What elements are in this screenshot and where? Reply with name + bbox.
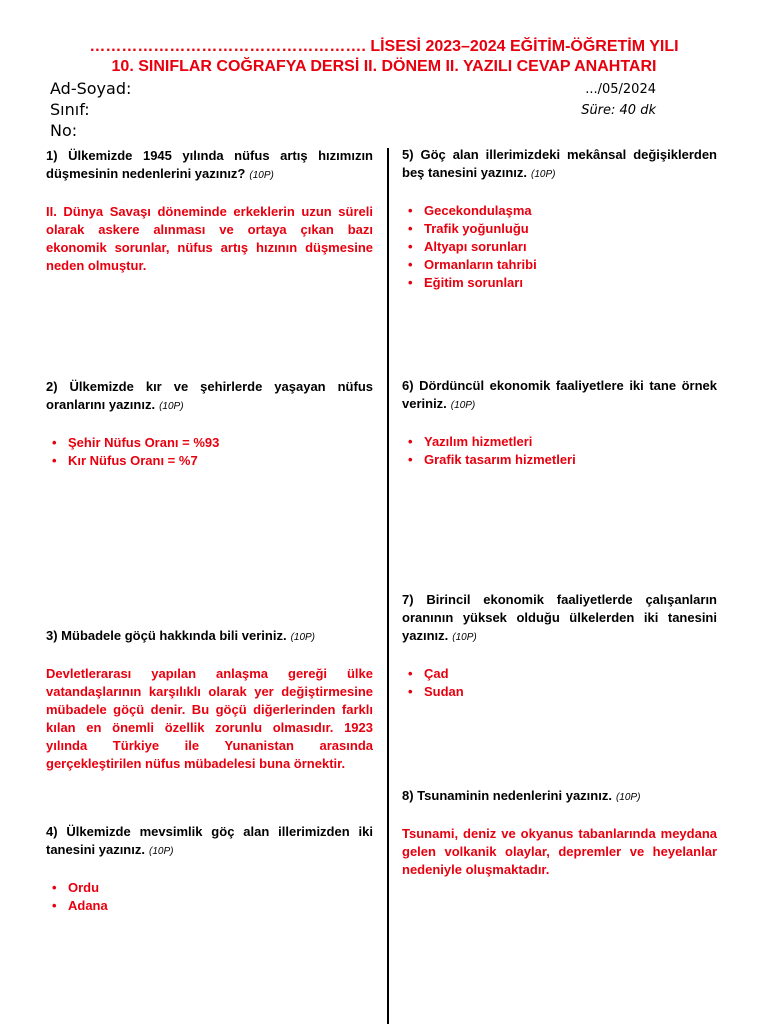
question-5-answers: [402, 202, 717, 292]
exam-title-line-1: ……………………………………………. LİSESİ 2023–2024 EĞİTİM-ÖĞRETİM YILI: [89, 38, 679, 55]
answer-item: [52, 897, 373, 915]
answer-text: Çad: [424, 666, 449, 681]
answer-item: [408, 665, 717, 683]
question-7-answers: [402, 665, 717, 701]
exam-date: .../05/2024: [585, 82, 656, 97]
exam-title-line-2: 10. SINIFLAR COĞRAFYA DERSİ II. DÖNEM II. YAZILI CEVAP ANAHTARI: [111, 58, 657, 75]
bullet-icon: •: [408, 434, 413, 449]
question-7-text: 7) Birincil ekonomik faaliyetlerde çalışanların oranının yüksek olduğu ülkelerden iki tanesini yazınız.: [402, 592, 717, 643]
question-2-answers: [46, 434, 373, 470]
question-4: [46, 823, 373, 915]
question-1-points: (10P): [249, 170, 274, 181]
question-text: [46, 823, 373, 861]
question-2: [46, 378, 373, 470]
answer-item: [408, 256, 717, 274]
question-6-points: (10P): [450, 400, 476, 411]
answer-item: [408, 220, 717, 238]
answer-text: Yazılım hizmetleri: [424, 434, 533, 449]
bullet-icon: •: [408, 452, 413, 467]
question-3: [46, 627, 373, 773]
answer-text: Eğitim sorunları: [424, 275, 523, 290]
answer-item: [408, 451, 717, 469]
question-5-text: 5) Göç alan illerimizdeki mekânsal değişiklerden beş tanesini yazınız.: [402, 147, 717, 180]
question-3-text: 3) Mübadele göçü hakkında bili veriniz.: [46, 628, 287, 643]
bullet-icon: •: [52, 880, 57, 895]
question-4-text: 4) Ülkemizde mevsimlik göç alan illerimizden iki tanesini yazınız.: [46, 824, 373, 857]
question-7: [402, 591, 717, 701]
question-text: [46, 627, 373, 647]
bullet-icon: •: [52, 453, 57, 468]
number-label: No:: [50, 121, 78, 140]
question-1-answer: II. Dünya Savaşı döneminde erkeklerin uzun süreli olarak askere alınması ve ortaya çıkan bazı ekonomik sorunlar, nüfus artış hızının düşmesine neden olmuştur.: [46, 204, 373, 273]
answer-item: [408, 683, 717, 701]
bullet-icon: •: [408, 666, 413, 681]
question-1: [46, 147, 373, 275]
question-4-points: (10P): [148, 846, 174, 857]
answer-text: Gecekondulaşma: [424, 203, 532, 218]
question-7-points: (10P): [452, 632, 477, 643]
question-2-text: 2) Ülkemizde kır ve şehirlerde yaşayan nüfus oranlarını yazınız.: [46, 379, 373, 412]
question-6-text: 6) Dördüncül ekonomik faaliyetlere iki tane örnek veriniz.: [402, 378, 717, 411]
question-6: [402, 377, 717, 469]
answer-text: Altyapı sorunları: [424, 239, 527, 254]
answer-item: [52, 434, 373, 452]
question-text: [46, 378, 373, 416]
question-5-points: (10P): [531, 169, 556, 180]
answer-item: [52, 452, 373, 470]
question-text: [46, 147, 373, 185]
answer-text: Ordu: [68, 880, 100, 895]
bullet-icon: •: [408, 275, 413, 290]
bullet-icon: •: [408, 203, 413, 218]
question-5: [402, 146, 717, 292]
exam-duration: Süre: 40 dk: [581, 103, 656, 118]
bullet-icon: •: [408, 239, 413, 254]
bullet-icon: •: [408, 257, 413, 272]
class-label: Sınıf:: [50, 100, 90, 119]
question-3-points: (10P): [290, 632, 316, 643]
question-3-answer: Devletlerarası yapılan anlaşma gereği ülke vatandaşlarının karşılıklı olarak yer değiştirmesine mübadele göçü denir. Bu göçü diğerlerinden farklı kılan en önemli özellik zorunlu olmasıdır. 1923 yılında Türkiye ile Yunanistan arasında gerçekleştirilen nüfus mübadelesi buna örnektir.: [46, 666, 373, 771]
question-text: [402, 591, 717, 647]
question-6-answers: [402, 433, 717, 469]
answer-text: Adana: [68, 898, 108, 913]
bullet-icon: •: [408, 221, 413, 236]
bullet-icon: •: [52, 435, 57, 450]
answer-text: Trafik yoğunluğu: [424, 221, 529, 236]
question-8: [402, 787, 717, 879]
name-label: Ad-Soyad:: [50, 79, 132, 98]
column-divider: [387, 148, 389, 1024]
question-text: [402, 146, 717, 184]
bullet-icon: •: [408, 684, 413, 699]
answer-text: Sudan: [424, 684, 464, 699]
answer-text: Şehir Nüfus Oranı = %93: [68, 435, 220, 450]
answer-text: Grafik tasarım hizmetleri: [424, 452, 576, 467]
question-text: [402, 787, 717, 807]
question-1-text: 1) Ülkemizde 1945 yılında nüfus artış hızımızın düşmesinin nedenlerini yazınız?: [46, 148, 373, 181]
answer-item: [408, 274, 717, 292]
question-8-text: 8) Tsunaminin nedenlerini yazınız.: [402, 788, 612, 803]
answer-text: Ormanların tahribi: [424, 257, 537, 272]
answer-item: [408, 433, 717, 451]
answer-item: [408, 202, 717, 220]
bullet-icon: •: [52, 898, 57, 913]
question-8-points: (10P): [615, 792, 641, 803]
question-8-answer: Tsunami, deniz ve okyanus tabanlarında meydana gelen volkanik olaylar, depremler ve heyelanlar nedeniyle oluşmaktadır.: [402, 826, 717, 877]
answer-text: Kır Nüfus Oranı = %7: [68, 453, 198, 468]
answer-item: [408, 238, 717, 256]
answer-item: [52, 879, 373, 897]
question-text: [402, 377, 717, 415]
question-2-points: (10P): [159, 401, 184, 412]
question-4-answers: [46, 879, 373, 915]
